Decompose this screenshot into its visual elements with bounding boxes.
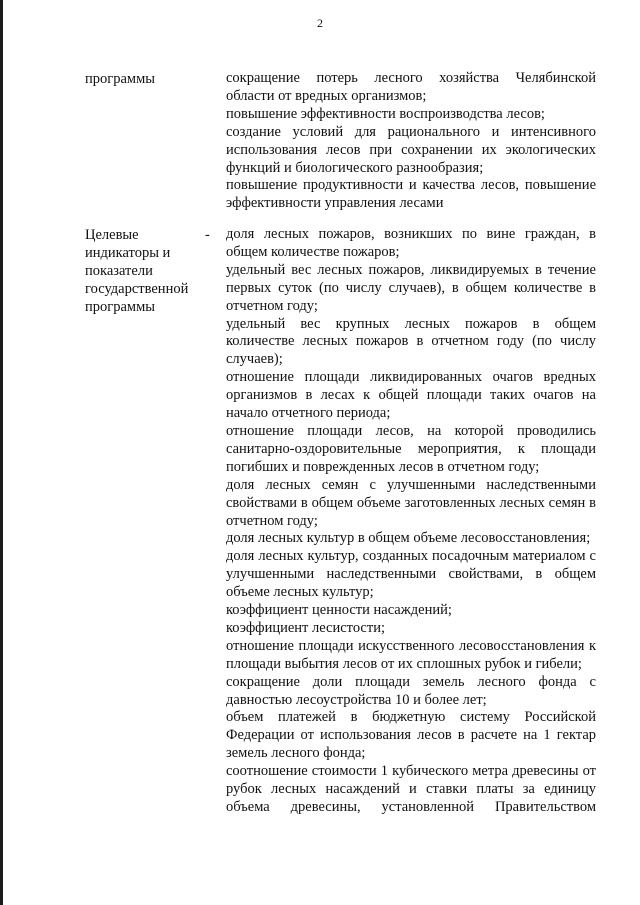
page-left-border <box>0 0 3 905</box>
paragraph: доля лесных семян с улучшенными наследственными свойствами в общем объеме заготовленных лесных семян в отчетном году; <box>226 476 596 529</box>
paragraph: удельный вес лесных пожаров, ликвидируемых в течение первых суток (по числу случаев), в общем количестве в отчетном году; <box>226 261 596 314</box>
paragraph: отношение площади искусственного лесовосстановления к площади выбытия лесов от их сплошных рубок и гибели; <box>226 637 596 672</box>
dash-separator: - <box>205 227 210 243</box>
paragraph: создание условий для рационального и интенсивного использования лесов при сохранении их экологических функций и биологического разнообразия; <box>226 123 596 176</box>
section-label: Целевые индикаторы и показатели государственной программы <box>85 227 189 315</box>
paragraph: коэффициент ценности насаждений; <box>226 602 452 619</box>
paragraph: доля лесных культур в общем объеме лесовосстановления; <box>226 530 591 547</box>
page-number: 2 <box>317 16 323 30</box>
paragraph: повышение эффективности воспроизводства лесов; <box>226 105 545 122</box>
section-label: программы <box>85 71 155 87</box>
section-content <box>226 70 596 213</box>
paragraph: соотношение стоимости 1 кубического метра древесины от рубок лесных насаждений и ставки платы за единицу объема древесины, установленной Правительством <box>226 763 596 815</box>
paragraph: отношение площади ликвидированных очагов вредных организмов в лесах к общей площади таких очагов на начало отчетного периода; <box>226 369 596 422</box>
paragraph: коэффициент лесистости; <box>226 619 385 636</box>
paragraph: отношение площади лесов, на которой проводились санитарно-оздоровительные мероприятия, к площади погибших и поврежденных лесов в отчетном году; <box>226 422 596 475</box>
section-content <box>226 226 596 817</box>
paragraph: объем платежей в бюджетную систему Российской Федерации от использования лесов в расчете на 1 гектар земель лесного фонда; <box>226 709 596 762</box>
paragraph: повышение продуктивности и качества лесов, повышение эффективности управления лесами <box>226 177 596 212</box>
paragraph: доля лесных пожаров, возникших по вине граждан, в общем количестве пожаров; <box>226 226 596 260</box>
paragraph: удельный вес крупных лесных пожаров в общем количестве лесных пожаров в отчетном году (по числу случаев); <box>226 315 596 368</box>
paragraph: доля лесных культур, созданных посадочным материалом с улучшенными наследственными свойствами, в общем объеме лесных культур; <box>226 548 596 601</box>
paragraph: сокращение потерь лесного хозяйства Челябинской области от вредных организмов; <box>226 70 596 104</box>
paragraph: сокращение доли площади земель лесного фонда с давностью лесоустройства 10 и более лет; <box>226 673 596 708</box>
